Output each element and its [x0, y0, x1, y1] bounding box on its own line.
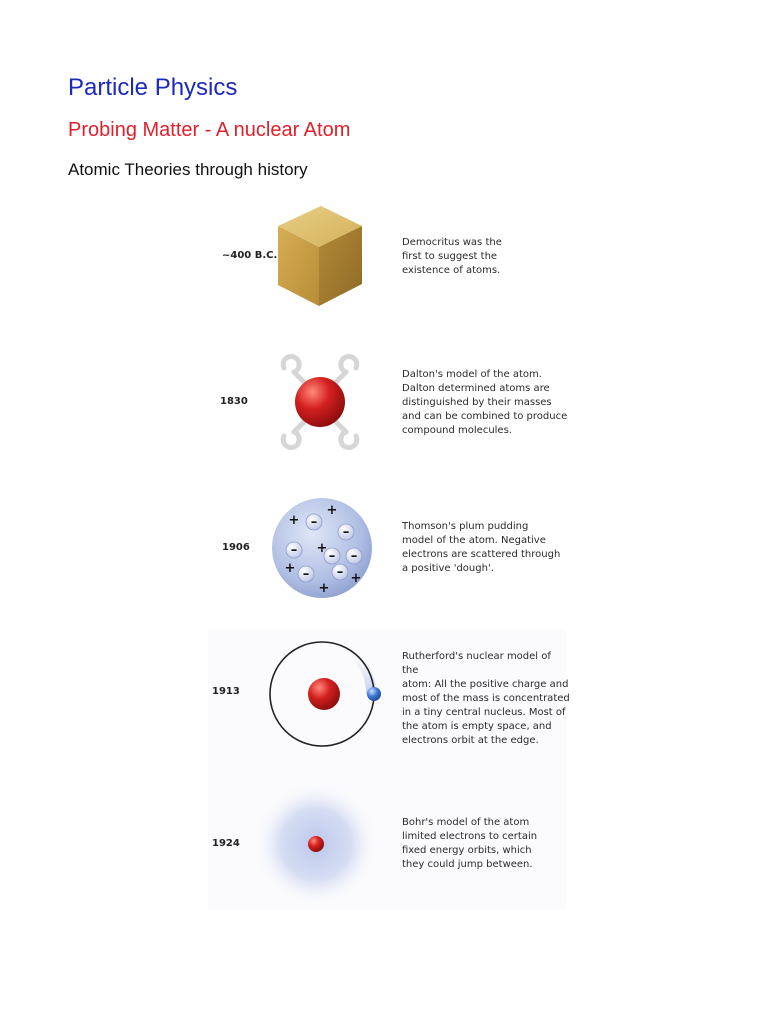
- dalton-atom-icon: [258, 348, 382, 488]
- cube-icon: [258, 200, 382, 340]
- svg-text:–: –: [310, 515, 318, 530]
- svg-text:+: +: [288, 513, 300, 528]
- timeline-item-bohr: [208, 778, 568, 918]
- svg-text:–: –: [328, 549, 336, 564]
- timeline-year: 1906: [222, 542, 250, 553]
- page-title: Particle Physics: [68, 74, 238, 101]
- timeline-item-thomson: [208, 496, 568, 636]
- svg-text:–: –: [336, 565, 344, 580]
- svg-text:+: +: [326, 503, 338, 518]
- timeline-year: 1830: [220, 396, 248, 407]
- timeline-year: ~400 B.C.: [222, 250, 278, 261]
- timeline-item-democritus: [208, 200, 568, 340]
- timeline-description: Thomson's plum pudding model of the atom. Negative electrons are scattered through a positive 'dough'.: [402, 521, 561, 574]
- plum-pudding-icon: [258, 496, 382, 636]
- svg-text:–: –: [302, 567, 310, 582]
- svg-text:+: +: [318, 581, 330, 596]
- page-subtitle: Probing Matter - A nuclear Atom: [68, 119, 351, 141]
- svg-text:+: +: [350, 571, 362, 586]
- timeline-description: Democritus was the first to suggest the existence of atoms.: [402, 237, 502, 276]
- bohr-atom-icon: [258, 778, 382, 913]
- svg-text:–: –: [342, 525, 350, 540]
- timeline-description: Rutherford's nuclear model of the atom: All the positive charge and most of the mass is concentrated in a tiny central nucleus. Most of the atom is empty space, and electrons orbit at the edge.: [402, 651, 570, 746]
- timeline-description: Bohr's model of the atom limited electrons to certain fixed energy orbits, which they could jump between.: [402, 817, 538, 870]
- timeline-year: 1924: [212, 838, 240, 849]
- timeline-year: 1913: [212, 686, 240, 697]
- svg-text:+: +: [316, 541, 328, 556]
- rutherford-atom-icon: [258, 634, 382, 774]
- svg-text:–: –: [350, 549, 358, 564]
- timeline-description: Dalton's model of the atom. Dalton determined atoms are distinguished by their masses and can be combined to produce compound molecules.: [402, 369, 568, 436]
- timeline-item-rutherford: [208, 634, 568, 774]
- svg-text:+: +: [284, 561, 296, 576]
- section-heading: Atomic Theories through history: [68, 160, 308, 179]
- svg-text:–: –: [290, 543, 298, 558]
- timeline-item-dalton: [208, 348, 568, 488]
